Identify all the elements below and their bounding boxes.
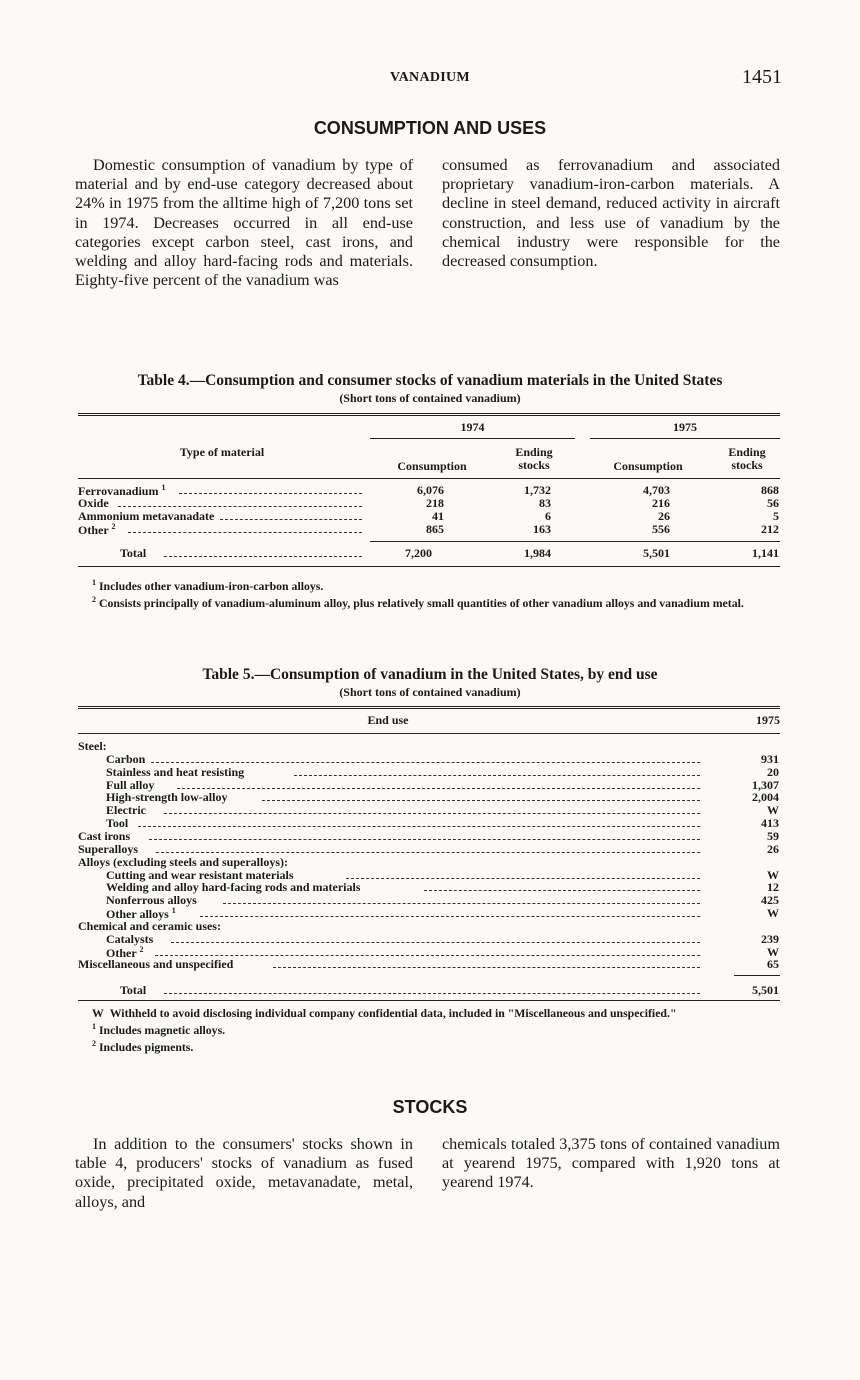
table5-footnote-1: $^1$ Includes magnetic alloys. <box>92 1022 226 1037</box>
table4-col-consumption-1974: Consumption <box>397 459 467 473</box>
table4-year-1974: 1974 <box>460 420 485 434</box>
stocks-left-paragraph: In addition to the consumers' stocks shown in table 4, producers' stocks of vanadium as fused oxide, precipitated oxide, metavanadate, metal, alloys, and <box>75 1135 413 1211</box>
table5-footnote-w: W Withheld to avoid disclosing individual company confidential data, included in "Miscellaneous and unspecified." <box>92 1006 677 1020</box>
table5-caption: Table 5.—Consumption of vanadium in the United States, by end use <box>202 666 658 683</box>
table4-bottom-rule <box>78 566 780 567</box>
stocks-heading: STOCKS <box>392 1097 468 1117</box>
table5-row-label: Cast irons <box>78 829 131 843</box>
table4-row-label: Ferrovanadium $^1$ <box>78 483 166 498</box>
table5-col-year: 1975 <box>756 713 780 727</box>
table5-row-label: Welding and alloy hard-facing rods and materials <box>106 880 361 894</box>
consumption-body <box>75 156 780 290</box>
table5-row-label: Catalysts <box>106 932 154 946</box>
table5-cell-1975: 425 <box>761 893 779 907</box>
table4-row-leader <box>118 506 362 507</box>
table5-header-rule <box>78 733 780 734</box>
stocks-body <box>75 1135 780 1212</box>
table4-total-rule <box>370 541 780 542</box>
table5-row-label: Carbon <box>106 752 146 766</box>
table4-total-consumption-1974: 7,200 <box>405 546 432 560</box>
table5-row-leader <box>262 800 701 801</box>
table4-cell-stocks-1975: 56 <box>767 496 779 510</box>
table4-cell-consumption-1975: 26 <box>658 509 670 523</box>
table5-cell-1975: W <box>767 906 779 920</box>
table5-cell-1975: 1,307 <box>752 778 779 792</box>
table4-col-ending-1975: Ending stocks <box>728 445 766 472</box>
table4-row-label: Ammonium metavanadate <box>78 509 215 523</box>
table4-cell-consumption-1974: 6,076 <box>417 483 444 497</box>
table5-row-label: Tool <box>106 816 129 830</box>
table4-total-consumption-1975: 5,501 <box>643 546 670 560</box>
consumption-heading: CONSUMPTION AND USES <box>313 118 547 138</box>
table4-cell-stocks-1974: 83 <box>539 496 551 510</box>
table5-row-leader <box>138 826 700 827</box>
table5-total-1975: 5,501 <box>752 983 779 997</box>
table5-cell-1975: 65 <box>767 957 779 971</box>
table4-subcaption: (Short tons of contained vanadium) <box>339 391 521 405</box>
table5-cell-1975: 26 <box>767 842 779 856</box>
table4-footnote-2: $^2$ Consists principally of vanadium-aluminum alloy, plus relatively small quantities of other vanadium alloys and vanadium metal. <box>92 594 744 610</box>
table4-cell-consumption-1975: 556 <box>652 522 670 536</box>
table5-row-leader <box>171 942 701 943</box>
table5-row-label: Miscellaneous and unspecified <box>78 957 234 971</box>
table5-row-label: Superalloys <box>78 842 139 856</box>
table5-row-label: Stainless and heat resisting <box>106 765 245 779</box>
table4-cell-stocks-1974: 163 <box>533 522 551 536</box>
table5-row-label: Chemical and ceramic uses: <box>78 919 221 933</box>
table4-row-leader <box>220 519 362 520</box>
table5-total-label: Total <box>120 983 147 997</box>
table4-footnote-1: $^1$ Includes other vanadium-iron-carbon alloys. <box>92 578 324 593</box>
table5-cell-1975: W <box>767 868 779 882</box>
table5-total-rule <box>734 975 780 976</box>
table4-cell-consumption-1974: 218 <box>426 496 444 510</box>
table4-cell-stocks-1974: 1,732 <box>524 483 551 497</box>
table5-footnotes <box>78 1007 780 1054</box>
table5-bottom-rule <box>78 1000 780 1001</box>
table5-top-rule <box>78 706 780 709</box>
table4-cell-consumption-1974: 865 <box>426 522 444 536</box>
table4-row-leader <box>179 493 362 494</box>
table4-cell-stocks-1975: 5 <box>773 509 779 523</box>
table4-year-1975: 1975 <box>673 420 697 434</box>
table5-row-leader <box>155 955 701 956</box>
table5-cell-1975: W <box>767 803 779 817</box>
stocks-right-paragraph: chemicals totaled 3,375 tons of contained vanadium at yearend 1975, compared with 1,920 tons at yearend 1974. <box>442 1135 780 1192</box>
table4-total-stocks-1974: 1,984 <box>524 546 551 560</box>
table4-cell-stocks-1974: 6 <box>545 509 551 523</box>
table5-total-leader <box>164 993 700 994</box>
table4-row-label: Other $^2$ <box>78 522 116 537</box>
table4-top-rule <box>78 413 780 416</box>
table4-1974-rule <box>370 438 575 439</box>
consumption-left-paragraph: Domestic consumption of vanadium by type of material and by end-use category decreased about 24% in 1975 from the alltime high of 7,200 tons set in 1974. Decreases occurred in all end-use categories except carbon steel, cast irons, and welding and alloy hard-facing rods and materials. Eighty-five percent of the vanadium was <box>75 156 413 290</box>
table4-cell-consumption-1975: 216 <box>652 496 670 510</box>
consumption-right-paragraph: consumed as ferrovanadium and associated proprietary vanadium-iron-carbon materials. A decline in steel demand, reduced activity in aircraft construction, and less use of vanadium by the chemical industry were responsible for the decreased consumption. <box>442 156 780 271</box>
table5-subcaption: (Short tons of contained vanadium) <box>339 685 521 699</box>
table4-caption: Table 4.—Consumption and consumer stocks of vanadium materials in the United States <box>137 372 723 389</box>
table5-row-label: Nonferrous alloys <box>106 893 197 907</box>
table4-total-label: Total <box>120 546 147 560</box>
table5-cell-1975: W <box>767 945 779 959</box>
table4-cell-stocks-1975: 868 <box>761 483 779 497</box>
running-title: VANADIUM <box>390 70 470 85</box>
table5-row-leader <box>177 788 700 789</box>
table4-row-leader <box>128 532 362 533</box>
table5-row-label: Other alloys $^1$ <box>106 906 176 921</box>
table4-col-type: Type of material <box>179 445 265 459</box>
table5-row-leader <box>164 813 700 814</box>
table5-row-label: Other $^2$ <box>106 945 144 960</box>
table5-row-leader <box>273 967 701 968</box>
table4-1975-rule <box>590 438 780 439</box>
table5-cell-1975: 2,004 <box>752 790 779 804</box>
table4-header-rule <box>78 478 780 479</box>
table4-footnotes <box>78 576 780 610</box>
table4-col-consumption-1975: Consumption <box>613 459 683 473</box>
table5-col-enduse: End use <box>367 713 409 727</box>
table4-cell-stocks-1975: 212 <box>761 522 779 536</box>
table5-cell-1975: 59 <box>767 829 779 843</box>
table5-row-label: Full alloy <box>106 778 155 792</box>
table5-row-label: Steel: <box>78 739 107 753</box>
table5-row-label: Alloys (excluding steels and superalloys): <box>78 855 289 869</box>
table5-cell-1975: 12 <box>767 880 779 894</box>
table5-row-label: High-strength low-alloy <box>106 790 228 804</box>
table4-total-stocks-1975: 1,141 <box>752 546 779 560</box>
table5-row-label: Electric <box>106 803 146 817</box>
table5-cell-1975: 20 <box>767 765 779 779</box>
table5-row-leader <box>424 890 700 891</box>
table4-cell-consumption-1975: 4,703 <box>643 483 670 497</box>
page-number: 1451 <box>742 66 782 88</box>
table5-row-leader <box>149 839 700 840</box>
table5-row-leader <box>294 775 700 776</box>
table5-row-leader <box>200 916 700 917</box>
table4-row-label: Oxide <box>78 496 109 510</box>
table4-total-leader <box>164 556 362 557</box>
table5-row-leader <box>346 878 700 879</box>
table5-row-label: Cutting and wear resistant materials <box>106 868 294 882</box>
table5-row-leader <box>156 852 701 853</box>
table5-cell-1975: 413 <box>761 816 779 830</box>
table4-cell-consumption-1974: 41 <box>432 509 444 523</box>
table4-col-ending-1974: Ending stocks <box>515 445 553 472</box>
table5-cell-1975: 931 <box>761 752 779 766</box>
table5-row-leader <box>151 762 700 763</box>
table5-footnote-2: $^2$ Includes pigments. <box>92 1038 194 1054</box>
table5-row-leader <box>223 903 701 904</box>
table5-cell-1975: 239 <box>761 932 779 946</box>
